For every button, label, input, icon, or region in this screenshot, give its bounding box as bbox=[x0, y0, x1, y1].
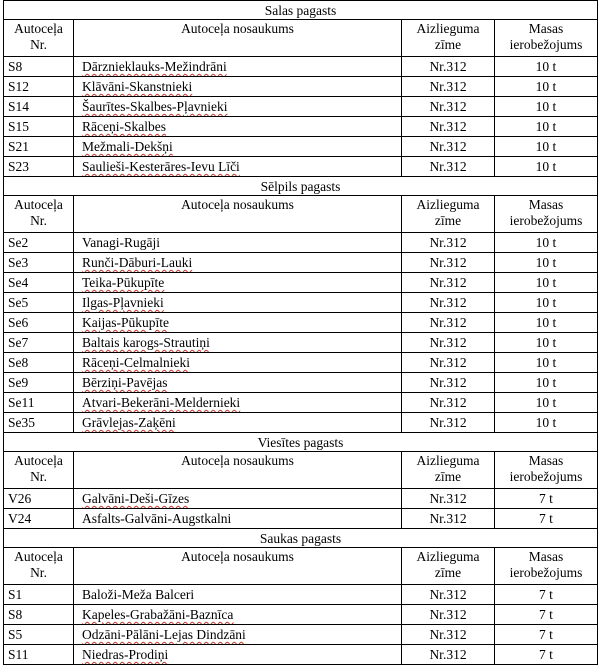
table-row bbox=[4, 413, 598, 433]
mass-cell: 10 t bbox=[495, 413, 598, 433]
road-no: Se8 bbox=[4, 353, 74, 373]
road-no: Se5 bbox=[4, 293, 74, 313]
road-no: V24 bbox=[4, 509, 74, 529]
header-mass: Masas ierobežojums bbox=[495, 20, 598, 57]
sign-cell: Nr.312 bbox=[402, 333, 495, 353]
table-row bbox=[4, 509, 598, 529]
road-name: Baloži-Meža Balceri bbox=[74, 585, 402, 605]
sign-cell: Nr.312 bbox=[402, 353, 495, 373]
header-road-name: Autoceļa nosaukums bbox=[74, 452, 402, 489]
mass-cell: 7 t bbox=[495, 645, 598, 665]
header-road-no: Autoceļa Nr. bbox=[4, 196, 74, 233]
road-name: Kaijas-Pūkupīte bbox=[74, 313, 402, 333]
sign-cell: Nr.312 bbox=[402, 373, 495, 393]
sign-cell: Nr.312 bbox=[402, 77, 495, 97]
table-row bbox=[4, 253, 598, 273]
road-no: Se3 bbox=[4, 253, 74, 273]
road-name: Niedras-Prodiņi bbox=[74, 645, 402, 665]
header-road-name: Autoceļa nosaukums bbox=[74, 548, 402, 585]
road-name: Galvāni-Deši-Gīzes bbox=[74, 489, 402, 509]
road-name: Odzāni-Pālāni-Lejas Dindzāni bbox=[74, 625, 402, 645]
mass-cell: 10 t bbox=[495, 117, 598, 137]
sign-cell: Nr.312 bbox=[402, 97, 495, 117]
header-sign: Aizlieguma zīme bbox=[402, 452, 495, 489]
road-name: Kapeles-Grabažāni-Baznīca bbox=[74, 605, 402, 625]
road-name: Dārznieklauks-Mežindrāni bbox=[74, 57, 402, 77]
road-name: Mežmali-Dekšņi bbox=[74, 137, 402, 157]
document-page bbox=[3, 0, 597, 665]
road-restrictions-table bbox=[3, 0, 598, 665]
road-no: S15 bbox=[4, 117, 74, 137]
road-no: S11 bbox=[4, 645, 74, 665]
header-sign: Aizlieguma zīme bbox=[402, 196, 495, 233]
table-row bbox=[4, 333, 598, 353]
road-name: Vanagi-Rugāji bbox=[74, 233, 402, 253]
table-row bbox=[4, 117, 598, 137]
table-row bbox=[4, 97, 598, 117]
sign-cell: Nr.312 bbox=[402, 253, 495, 273]
road-name: Bērziņi-Pavējas bbox=[74, 373, 402, 393]
road-no: S21 bbox=[4, 137, 74, 157]
section-title: Saukas pagasts bbox=[4, 529, 598, 548]
header-mass: Masas ierobežojums bbox=[495, 452, 598, 489]
header-road-no: Autoceļa Nr. bbox=[4, 452, 74, 489]
road-no: S8 bbox=[4, 605, 74, 625]
table-row bbox=[4, 233, 598, 253]
header-road-name: Autoceļa nosaukums bbox=[74, 196, 402, 233]
sign-cell: Nr.312 bbox=[402, 413, 495, 433]
sign-cell: Nr.312 bbox=[402, 117, 495, 137]
sign-cell: Nr.312 bbox=[402, 273, 495, 293]
road-name: Baltais karogs-Strautiņi bbox=[74, 333, 402, 353]
table-row bbox=[4, 273, 598, 293]
road-name: Klāvāni-Skanstnieki bbox=[74, 77, 402, 97]
table-row bbox=[4, 605, 598, 625]
road-no: S14 bbox=[4, 97, 74, 117]
mass-cell: 7 t bbox=[495, 605, 598, 625]
road-name: Saulieši-Kesterāres-Ievu Līči bbox=[74, 157, 402, 177]
mass-cell: 10 t bbox=[495, 333, 598, 353]
header-mass: Masas ierobežojums bbox=[495, 196, 598, 233]
road-name: Atvari-Bekerāni-Meldernieki bbox=[74, 393, 402, 413]
sign-cell: Nr.312 bbox=[402, 605, 495, 625]
mass-cell: 7 t bbox=[495, 585, 598, 605]
mass-cell: 7 t bbox=[495, 509, 598, 529]
road-name: Runči-Dāburi-Lauki bbox=[74, 253, 402, 273]
sign-cell: Nr.312 bbox=[402, 585, 495, 605]
mass-cell: 10 t bbox=[495, 157, 598, 177]
road-no: Se7 bbox=[4, 333, 74, 353]
mass-cell: 10 t bbox=[495, 273, 598, 293]
road-no: Se4 bbox=[4, 273, 74, 293]
road-no: V26 bbox=[4, 489, 74, 509]
sign-cell: Nr.312 bbox=[402, 293, 495, 313]
mass-cell: 10 t bbox=[495, 57, 598, 77]
road-name: Rāceņi-Celmalnieki bbox=[74, 353, 402, 373]
sign-cell: Nr.312 bbox=[402, 157, 495, 177]
road-name: Ilgas-Pļavnieki bbox=[74, 293, 402, 313]
road-name: Asfalts-Galvāni-Augstkalni bbox=[74, 509, 402, 529]
sign-cell: Nr.312 bbox=[402, 625, 495, 645]
mass-cell: 10 t bbox=[495, 97, 598, 117]
mass-cell: 10 t bbox=[495, 393, 598, 413]
sign-cell: Nr.312 bbox=[402, 489, 495, 509]
road-no: S12 bbox=[4, 77, 74, 97]
road-name: Grāvlejas-Zaķēni bbox=[74, 413, 402, 433]
sign-cell: Nr.312 bbox=[402, 509, 495, 529]
road-no: S5 bbox=[4, 625, 74, 645]
mass-cell: 10 t bbox=[495, 373, 598, 393]
road-no: Se6 bbox=[4, 313, 74, 333]
sign-cell: Nr.312 bbox=[402, 393, 495, 413]
mass-cell: 7 t bbox=[495, 489, 598, 509]
header-road-no: Autoceļa Nr. bbox=[4, 20, 74, 57]
road-no: S8 bbox=[4, 57, 74, 77]
table-row bbox=[4, 157, 598, 177]
section-header-row bbox=[4, 1, 598, 20]
column-header-row bbox=[4, 452, 598, 489]
table-row bbox=[4, 353, 598, 373]
table-row bbox=[4, 137, 598, 157]
table-row bbox=[4, 57, 598, 77]
section-title: Salas pagasts bbox=[4, 1, 598, 20]
header-mass: Masas ierobežojums bbox=[495, 548, 598, 585]
column-header-row bbox=[4, 548, 598, 585]
header-sign: Aizlieguma zīme bbox=[402, 20, 495, 57]
road-name: Rāceņi-Skalbes bbox=[74, 117, 402, 137]
table-row bbox=[4, 373, 598, 393]
section-title: Viesītes pagasts bbox=[4, 433, 598, 452]
sign-cell: Nr.312 bbox=[402, 313, 495, 333]
mass-cell: 10 t bbox=[495, 233, 598, 253]
road-name: Teika-Pūkupīte bbox=[74, 273, 402, 293]
mass-cell: 10 t bbox=[495, 137, 598, 157]
table-row bbox=[4, 625, 598, 645]
header-sign: Aizlieguma zīme bbox=[402, 548, 495, 585]
mass-cell: 10 t bbox=[495, 353, 598, 373]
section-title: Sēlpils pagasts bbox=[4, 177, 598, 196]
mass-cell: 7 t bbox=[495, 625, 598, 645]
table-row bbox=[4, 393, 598, 413]
road-no: Se9 bbox=[4, 373, 74, 393]
table-row bbox=[4, 489, 598, 509]
column-header-row bbox=[4, 20, 598, 57]
road-no: S1 bbox=[4, 585, 74, 605]
sign-cell: Nr.312 bbox=[402, 645, 495, 665]
section-header-row bbox=[4, 177, 598, 196]
mass-cell: 10 t bbox=[495, 313, 598, 333]
mass-cell: 10 t bbox=[495, 293, 598, 313]
table-row bbox=[4, 293, 598, 313]
table-row bbox=[4, 585, 598, 605]
table-row bbox=[4, 77, 598, 97]
sign-cell: Nr.312 bbox=[402, 137, 495, 157]
section-header-row bbox=[4, 433, 598, 452]
mass-cell: 10 t bbox=[495, 77, 598, 97]
header-road-no: Autoceļa Nr. bbox=[4, 548, 74, 585]
header-road-name: Autoceļa nosaukums bbox=[74, 20, 402, 57]
road-no: Se11 bbox=[4, 393, 74, 413]
road-no: Se35 bbox=[4, 413, 74, 433]
sign-cell: Nr.312 bbox=[402, 57, 495, 77]
road-no: S23 bbox=[4, 157, 74, 177]
road-no: Se2 bbox=[4, 233, 74, 253]
road-name: Šaurītes-Skalbes-Pļavnieki bbox=[74, 97, 402, 117]
section-header-row bbox=[4, 529, 598, 548]
column-header-row bbox=[4, 196, 598, 233]
sign-cell: Nr.312 bbox=[402, 233, 495, 253]
table-row bbox=[4, 313, 598, 333]
mass-cell: 10 t bbox=[495, 253, 598, 273]
